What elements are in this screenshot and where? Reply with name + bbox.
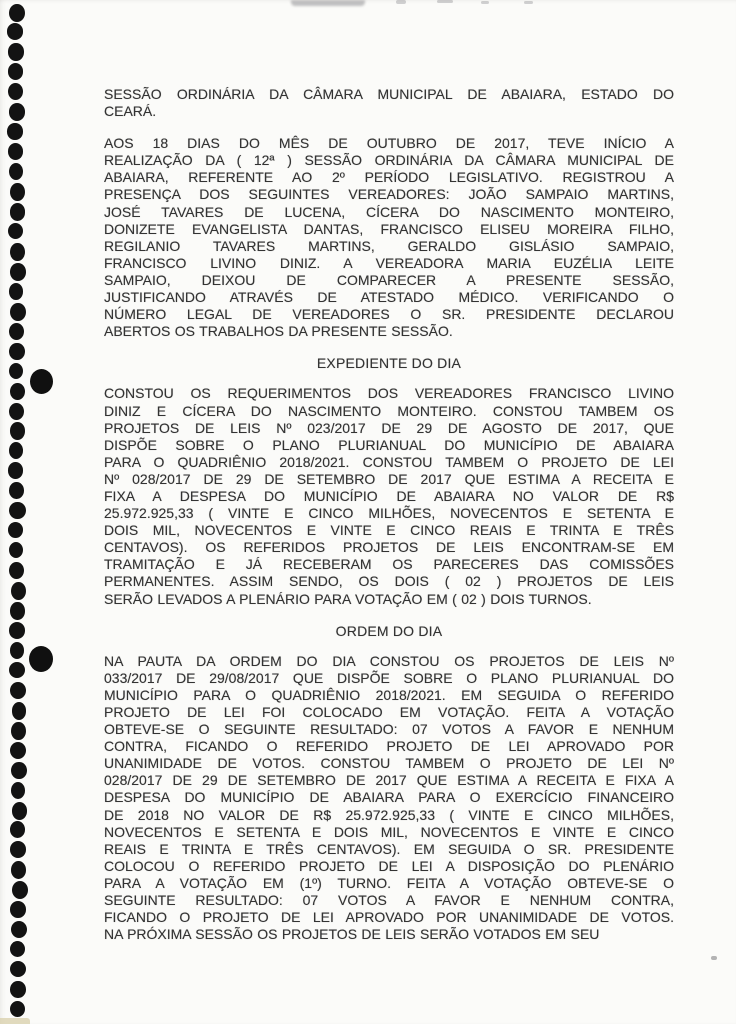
binding-hole (11, 762, 27, 780)
text-line: COLOCOU O REFERIDO PROJETO DE LEI A DISPOSIÇÃO DO PLENÁRIO (104, 857, 674, 874)
binding-hole (10, 383, 25, 401)
text-line: NA PRÓXIMA SESSÃO OS PROJETOS DE LEIS SERÃO VOTADOS EM SEU (104, 926, 600, 943)
binding-hole (9, 542, 23, 558)
scan-speck (396, 0, 406, 4)
binding-hole (10, 602, 24, 620)
text-line: 028/2017 DE 29 DE SETEMBRO DE 2017 QUE ESTIMA A RECEITA E FIXA A (104, 772, 674, 789)
binding-hole (10, 263, 26, 281)
binding-hole (8, 43, 23, 60)
ordem-paragraph (104, 653, 674, 944)
text-line: SERÃO LEVADOS A PLENÁRIO PARA VOTAÇÃO EM ( 02 ) DOIS TURNOS. (104, 590, 592, 607)
binding-hole (7, 23, 23, 39)
text-line: NÚMERO LEGAL DE VEREADORES O SR. PRESIDENTE DECLAROU (104, 306, 674, 323)
binding-hole (10, 901, 26, 918)
text-line: CEARÁ. (104, 103, 157, 120)
binding-hole (10, 303, 26, 321)
text-line: AOS 18 DIAS DO MÊS DE OUTUBRO DE 2017, TEVE INÍCIO A (104, 135, 674, 152)
binding-hole (9, 622, 25, 639)
text-line: PERMANENTES. ASSIM SENDO, OS DOIS ( 02 ) PROJETOS DE LEIS (104, 573, 674, 590)
binding-hole (9, 4, 25, 22)
binding-hole (10, 422, 25, 439)
text-line: CENTAVOS). OS REFERIDOS PROJETOS DE LEIS ENCONTRAM-SE EM (104, 539, 674, 556)
ink-blot (30, 369, 53, 394)
scan-smudge (291, 0, 365, 6)
text-line: ABERTOS OS TRABALHOS DA PRESENTE SESSÃO. (104, 323, 453, 340)
binding-hole (9, 163, 23, 180)
opening-paragraph (104, 135, 674, 340)
binding-hole (10, 981, 25, 998)
binding-hole (8, 522, 23, 538)
binding-hole (9, 502, 25, 519)
text-line: DISPÕE SOBRE O PLANO PLURIANUAL DO MUNICÍPIO DE ABAIARA (104, 436, 674, 453)
ink-blot (29, 646, 53, 672)
text-line: 033/2017 DE 29/08/2017 QUE DISPÕE SOBRE O PLANO PLURIANUAL DO (104, 669, 674, 686)
document-body (104, 86, 674, 958)
text-line: NOVECENTOS E SETENTA E DOIS MIL, NOVECENTOS E VINTE E CINCO (104, 823, 674, 840)
binding-hole (7, 123, 22, 139)
binding-hole (10, 243, 25, 261)
text-line: DOIS MIL, NOVECENTOS E VINTE E CINCO REAIS E TRINTA E TRÊS (104, 522, 674, 539)
binding-hole (9, 562, 24, 579)
scan-speck (524, 1, 533, 4)
text-line: REAIS E TRINTA E TRÊS CENTAVOS). EM SEGUIDA O SR. PRESIDENTE (104, 840, 674, 857)
scan-speck (437, 0, 453, 3)
text-line: FRANCISCO LIVINO DINIZ. A VEREADORA MARIA EUZÉLIA LEITE (104, 254, 674, 271)
binding-hole (10, 961, 26, 977)
scan-edge-tint (0, 1018, 30, 1024)
binding-hole (9, 323, 24, 340)
binding-hole (8, 223, 23, 239)
text-line: FICANDO O PROJETO DE LEI APROVADO POR UNANIMIDADE DE VOTOS. (104, 909, 674, 926)
text-line: SESSÃO ORDINÁRIA DA CÂMARA MUNICIPAL DE ABAIARA, ESTADO DO (104, 86, 674, 102)
scan-speck (711, 956, 717, 960)
binding-hole (10, 642, 24, 659)
text-line: Nº 028/2017 DE 29 DE SETEMBRO DE 2017 QUE ESTIMA A RECEITA E (104, 470, 674, 487)
binding-hole (9, 662, 25, 678)
binding-hole (12, 702, 27, 720)
text-line: PROJETOS DE LEIS Nº 023/2017 DE 29 DE AGOSTO DE 2017, QUE (104, 419, 674, 436)
text-line: TRAMITAÇÃO E JÁ RECEBERAM OS PARECERES DAS COMISSÕES (104, 556, 674, 573)
text-line: NA PAUTA DA ORDEM DO DIA CONSTOU OS PROJETOS DE LEIS Nº (104, 652, 674, 669)
text-line: DONIZETE EVANGELISTA DANTAS, FRANCISCO ELISEU MOREIRA FILHO, (104, 220, 674, 237)
expediente-paragraph (104, 385, 674, 607)
binding-hole (9, 343, 24, 360)
text-line: DESPESA DO MUNICÍPIO DE ABAIARA PARA O EXERCÍCIO FINANCEIRO (104, 789, 674, 806)
binding-hole (12, 802, 28, 820)
text-line: REGILANIO TAVARES MARTINS, GERALDO GISLÁSIO SAMPAIO, (104, 237, 674, 254)
text-line: DINIZ E CÍCERA DO NASCIMENTO MONTEIRO. CONSTOU TAMBEM OS (104, 402, 674, 419)
binding-hole (9, 363, 24, 380)
text-line: JUSTIFICANDO ATRAVÉS DE ATESTADO MÉDICO. VERIFICANDO O (104, 289, 674, 306)
binding-hole (11, 782, 26, 799)
binding-hole (8, 83, 23, 100)
text-line: OBTEVE-SE O SEGUINTE RESULTADO: 07 VOTOS A FAVOR E NENHUM (104, 721, 674, 738)
binding-hole (9, 482, 24, 499)
binding-hole (9, 103, 25, 120)
binding-hole (8, 462, 23, 478)
title-paragraph (104, 86, 674, 120)
scan-speck (481, 1, 489, 4)
text-line: DE 2018 NO VALOR DE R$ 25.972.925,33 ( VINTE E CINCO MILHÕES, (104, 806, 674, 823)
binding-hole (10, 682, 26, 699)
binding-hole (9, 442, 23, 459)
binding-hole (10, 841, 26, 857)
text-line: PROJETO DE LEI FOI COLOCADO EM VOTAÇÃO. FEITA A VOTAÇÃO (104, 704, 674, 720)
text-line: 25.972.925,33 ( VINTE E CINCO MILHÕES, NOVECENTOS E SETENTA E (104, 505, 674, 522)
text-line: FIXA A DESPESA DO MUNICÍPIO DE ABAIARA NO VALOR DE R$ (104, 487, 674, 504)
binding-hole (10, 821, 25, 838)
text-line: PRESENÇA DOS SEGUINTES VEREADORES: JOÃO SAMPAIO MARTINS, (104, 186, 674, 203)
expediente-heading: EXPEDIENTE DO DIA (316, 355, 462, 372)
binding-hole (10, 183, 25, 201)
ordem-heading: ORDEM DO DIA (335, 622, 443, 639)
binding-hole (10, 203, 26, 221)
binding-hole (11, 582, 26, 600)
text-line: SAMPAIO, DEIXOU DE COMPARECER A PRESENTE SESSÃO, (104, 271, 674, 288)
binding-hole (10, 742, 26, 759)
text-line: REALIZAÇÃO DA ( 12ª ) SESSÃO ORDINÁRIA DA CÂMARA MUNICIPAL DE (104, 152, 674, 169)
binding-hole (8, 63, 24, 80)
binding-hole (10, 941, 25, 957)
binding-hole (11, 861, 26, 879)
text-line: ABAIARA, REFERENTE AO 2º PERÍODO LEGISLATIVO. REGISTROU A (104, 169, 674, 186)
text-line: MUNICÍPIO PARA O QUADRIÊNIO 2018/2021. EM SEGUIDA O REFERIDO (104, 686, 674, 703)
binding-hole (12, 881, 28, 899)
text-line: CONTRA, FICANDO O REFERIDO PROJETO DE LEI APROVADO POR (104, 738, 674, 755)
binding-hole (11, 722, 25, 740)
text-line: UNANIMIDADE DE VOTOS. CONSTOU TAMBEM O PROJETO DE LEI Nº (104, 755, 674, 772)
text-line: SEGUINTE RESULTADO: 07 VOTOS A FAVOR E NENHUM CONTRA, (104, 892, 674, 909)
binding-hole (9, 283, 23, 300)
binding-hole (10, 1001, 25, 1017)
text-line: PARA O QUADRIÊNIO 2018/2021. CONSTOU TAMBEM O PROJETO DE LEI (104, 453, 674, 470)
text-line: CONSTOU OS REQUERIMENTOS DOS VEREADORES FRANCISCO LIVINO (104, 385, 674, 402)
text-line: JOSÉ TAVARES DE LUCENA, CÍCERA DO NASCIMENTO MONTEIRO, (104, 203, 674, 220)
binding-hole (8, 143, 23, 160)
text-line: PARA A VOTAÇÃO EM (1º) TURNO. FEITA A VOTAÇÃO OBTEVE-SE O (104, 874, 674, 891)
binding-hole (11, 921, 27, 938)
binding-hole (9, 403, 24, 420)
